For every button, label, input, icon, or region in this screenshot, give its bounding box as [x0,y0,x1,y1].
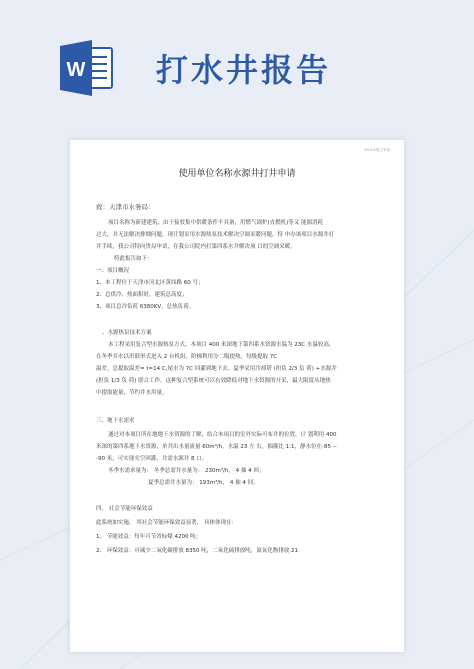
banner [60,40,460,100]
paragraph-line: 井手续，我公司特向贵局申请，在我公司院内打第四系水井解决项 目的空调采暖。 [96,244,296,250]
paragraph-line: 项目名称为新建建筑，由于接驳集中供暖条件不具备，用燃气锅炉(直燃机)等又 能源消耗 [108,220,324,226]
list-item: 3、项目总冷负荷 6380KV，总热负荷。 [96,304,195,310]
paragraph-line: 夏季总需井水量为： 193m³/h， 4 抽 4 回。 [148,480,259,486]
banner-title: 打水井报告 [156,51,332,89]
paragraph-line: (担负 1/3 负 荷) 联合工作，这种复合型系统可以有效降低对地下水资源的开采，最大限度从地热 [96,378,331,384]
paragraph-line: 中提取能量，节约井水用量。 [96,390,168,396]
paragraph-line: 通过对本项目所在地地下水资源的了解，结合本项目的室外实际可布井的位置，计 划利用 400 [108,432,337,438]
word-logo-letter: W [66,59,86,81]
section-heading: 、水源热泵技术方案 [102,330,152,336]
addressee: 致：天津市水务局： [96,203,155,211]
list-item: 1、 节能效益：每年可节省标煤 4200 吨； [96,534,202,540]
section-heading: 三、地下水需求 [96,418,135,424]
list-item: 1、本工程位于天津市河北区黄纬路 60 号； [96,280,204,286]
paragraph-line: 此系统如实施， 其社会节能环保效益显著， 具体体现在： [96,520,237,526]
paragraph-line: -90 米，可实现夹空回灌，共需水源井 8 口。 [96,456,208,462]
paragraph-line: 在冬季并水以串联形式进入 2 台机组，阶梯利用分二级提热，每级提取 7C [96,354,278,360]
document-page [70,140,404,652]
paragraph-line: 温差，总提取温差= t=14 C,尾水为 7C 回灌到地下去。夏季采用冷却塔 (担负 2/3 负 荷) +水源井 [96,366,337,372]
paragraph-line: 米深的第四系地下水资源，单井出水量流量 60m³/h，水温 23 左 右，抽灌比 1:1，静水位在-85 -- [96,444,337,450]
paragraph-line: 过大，并无法解决排烟问题，现计划采用水源热泵技术解决空调采暖问题，特 申办该项目水源井打 [96,232,335,238]
word-icon [60,40,114,96]
document-title: 使用单位名称水源井打井申请 [178,169,296,179]
paragraph-line: 本工程采用复合型水源热泵方式，本项目 400 米深地下第四系水资源水温为 23C 水温较高, [108,342,331,348]
paragraph-line: 特此报告如下： [114,256,153,262]
list-item: 2、总供冷、热面积时，建筑总高度； [96,292,188,298]
paragraph-line: 冬季水需求量为： 冬季总需井水量为： 230m³/h， 4 抽 4 回； [108,468,265,474]
list-item: 2、 环保效益：可减少二氧化碳排放 8350 吨，二氧化硫排放吨，氮氧化物排放 21 [96,548,298,554]
section-heading: 四、 社会节能环保效益 [96,506,153,512]
section-heading: 一、项目概况 [96,268,130,274]
corner-note: 2024年施工申请 [363,148,390,152]
